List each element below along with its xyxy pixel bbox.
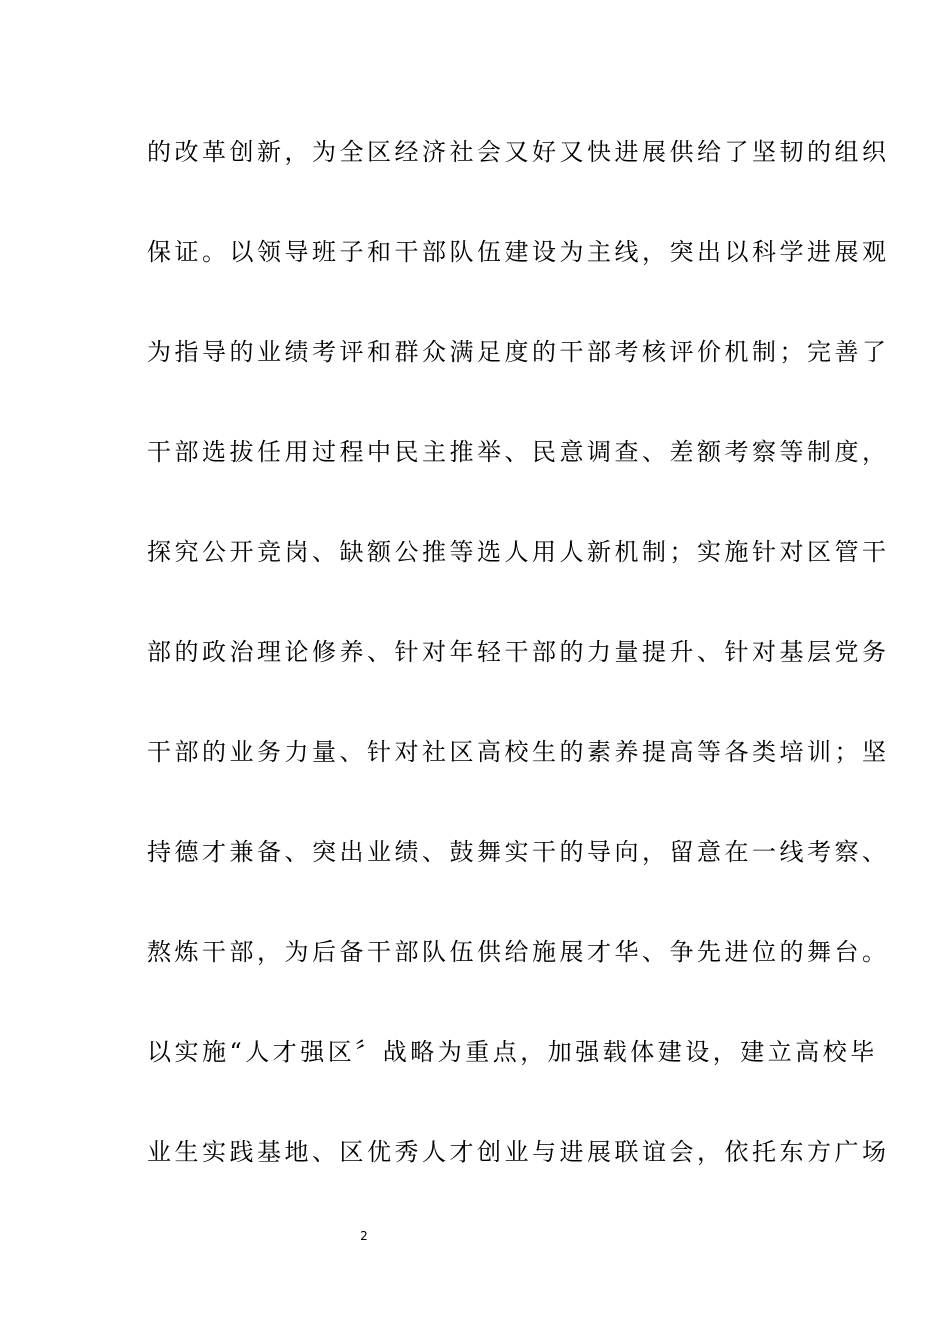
page-number: 2: [360, 1229, 368, 1243]
body-text: [147, 128, 890, 1228]
text-line: 持德才兼备、突出业绩、鼓舞实干的导向，留意在一线考察、: [147, 838, 890, 866]
text-line: 熬炼干部，为后备干部队伍供给施展才华、争先进位的舞台。: [147, 938, 890, 966]
text-line: 探究公开竞岗、缺额公推等选人用人新机制；实施针对区管干: [147, 538, 890, 566]
text-line: 部的政治理论修养、针对年轻干部的力量提升、针对基层党务: [147, 638, 890, 666]
text-line: 以实施“人才强区〞战略为重点，加强载体建设，建立高校毕: [147, 1038, 878, 1066]
text-line: 业生实践基地、区优秀人才创业与进展联谊会，依托东方广场: [147, 1138, 890, 1166]
text-line: 为指导的业绩考评和群众满足度的干部考核评价机制；完善了: [147, 338, 890, 366]
text-line: 干部的业务力量、针对社区高校生的素养提高等各类培训；坚: [147, 738, 890, 766]
text-line: 的改革创新，为全区经济社会又好又快进展供给了坚韧的组织: [147, 138, 890, 166]
text-line: 干部选拔任用过程中民主推举、民意调查、差额考察等制度，: [147, 438, 890, 466]
text-line: 保证。以领导班子和干部队伍建设为主线，突出以科学进展观: [147, 238, 890, 266]
